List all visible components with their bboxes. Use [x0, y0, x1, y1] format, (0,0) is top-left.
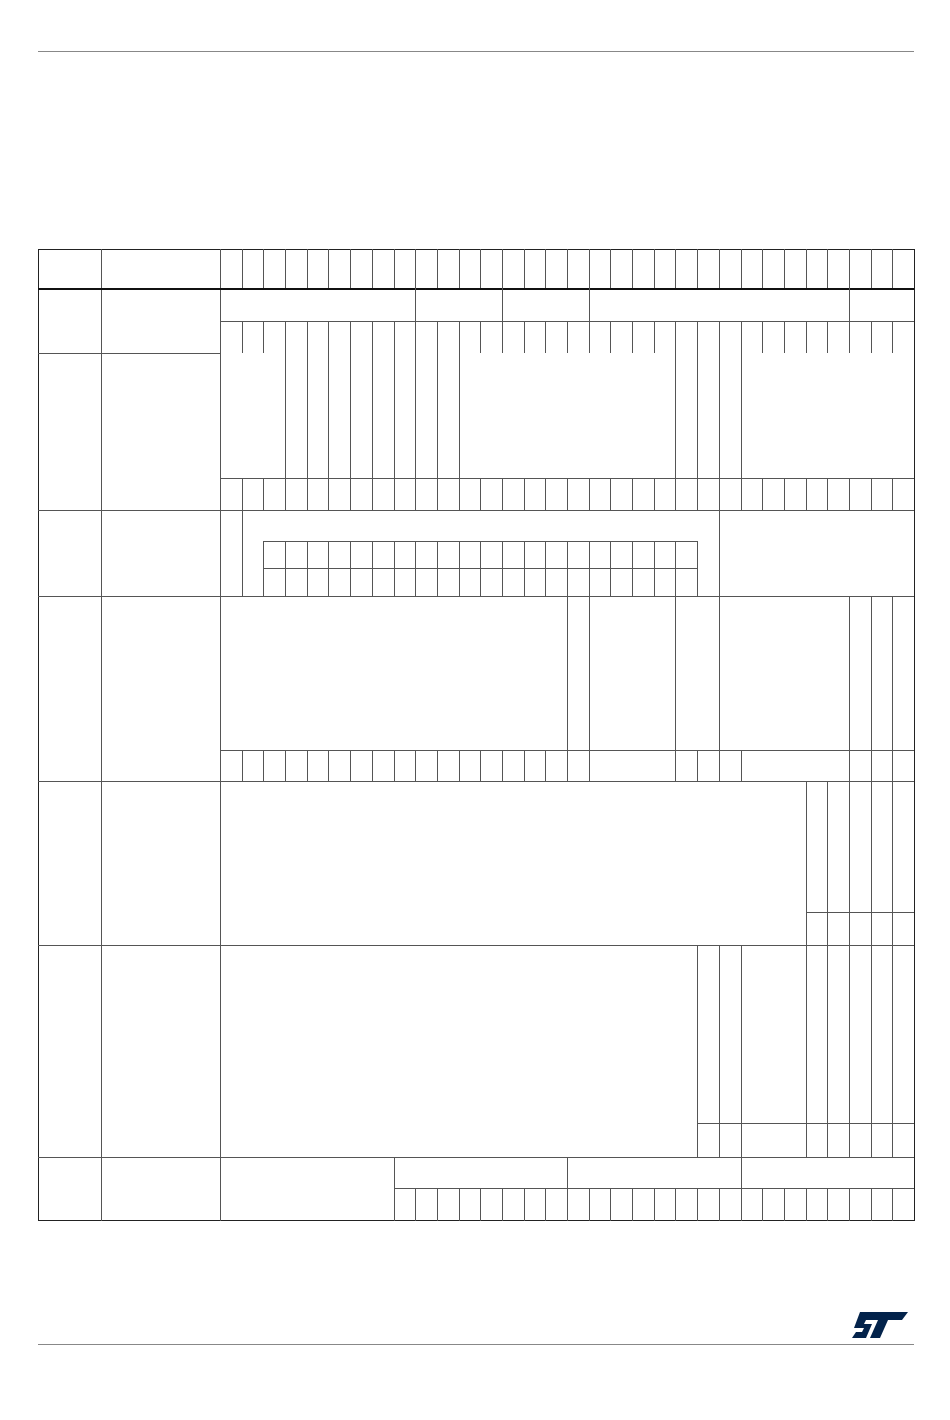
grid-line — [719, 596, 720, 781]
header-rule — [38, 51, 914, 52]
grid-line — [762, 321, 763, 353]
grid-line — [459, 353, 460, 510]
grid-line — [545, 541, 546, 596]
grid-line — [827, 945, 828, 1157]
grid-line — [762, 1188, 763, 1221]
grid-line — [741, 1188, 742, 1221]
grid-line — [220, 249, 221, 1221]
grid-line — [394, 249, 395, 288]
grid-line — [892, 781, 893, 945]
grid-line — [502, 1188, 503, 1221]
grid-line — [502, 249, 503, 288]
grid-line — [675, 321, 676, 353]
grid-line — [328, 478, 329, 510]
grid-line — [545, 249, 546, 288]
grid-line — [871, 478, 872, 510]
grid-line — [632, 321, 633, 353]
grid-line — [741, 249, 742, 288]
grid-line — [871, 1188, 872, 1221]
grid-line — [38, 353, 220, 354]
grid-line — [242, 750, 243, 781]
grid-line — [806, 945, 807, 1157]
grid-line — [502, 750, 503, 781]
grid-line — [372, 750, 373, 781]
grid-line — [328, 541, 329, 596]
grid-line — [675, 596, 676, 781]
grid-line — [741, 945, 742, 1157]
grid-line — [524, 478, 525, 510]
grid-line — [567, 541, 568, 596]
grid-line — [372, 249, 373, 288]
grid-line — [849, 321, 850, 353]
grid-line — [437, 750, 438, 781]
grid-line — [892, 1188, 893, 1221]
grid-line — [328, 750, 329, 781]
grid-line — [394, 541, 395, 596]
grid-line — [285, 750, 286, 781]
grid-line — [632, 249, 633, 288]
grid-line — [871, 596, 872, 781]
grid-line — [415, 249, 416, 288]
grid-line — [849, 288, 850, 321]
grid-line — [480, 321, 481, 353]
grid-line — [806, 912, 914, 913]
grid-line — [719, 249, 720, 288]
grid-line — [741, 321, 742, 353]
grid-line — [459, 750, 460, 781]
grid-line — [654, 249, 655, 288]
grid-line — [589, 1188, 590, 1221]
grid-line — [350, 478, 351, 510]
grid-line — [589, 249, 590, 288]
grid-line — [719, 321, 720, 353]
grid-line — [697, 750, 698, 781]
st-logo-mark — [852, 1312, 908, 1338]
grid-line — [545, 1188, 546, 1221]
grid-line — [567, 1188, 568, 1221]
grid-line — [480, 249, 481, 288]
grid-line — [38, 288, 914, 290]
grid-line — [697, 249, 698, 288]
grid-line — [849, 781, 850, 945]
grid-line — [849, 945, 850, 1157]
grid-line — [480, 1188, 481, 1221]
grid-line — [654, 478, 655, 510]
grid-line — [892, 596, 893, 781]
grid-line — [502, 478, 503, 510]
grid-line — [589, 596, 590, 781]
grid-line — [589, 478, 590, 510]
grid-line — [892, 478, 893, 510]
grid-line — [545, 321, 546, 353]
grid-line — [38, 945, 914, 946]
grid-line — [437, 321, 438, 353]
grid-line — [784, 478, 785, 510]
grid-line — [849, 478, 850, 510]
grid-line — [806, 249, 807, 288]
grid-line — [827, 249, 828, 288]
grid-line — [719, 1188, 720, 1221]
grid-line — [437, 1188, 438, 1221]
grid-line — [632, 1188, 633, 1221]
grid-line — [849, 1188, 850, 1221]
grid-line — [806, 321, 807, 353]
grid-line — [849, 249, 850, 288]
grid-line — [589, 321, 590, 353]
register-map-table — [38, 249, 915, 1221]
grid-line — [263, 321, 264, 353]
grid-line — [675, 478, 676, 510]
grid-line — [328, 321, 329, 353]
grid-line — [415, 541, 416, 596]
grid-line — [632, 541, 633, 596]
grid-line — [654, 321, 655, 353]
grid-line — [762, 478, 763, 510]
grid-line — [38, 781, 914, 782]
grid-line — [459, 249, 460, 288]
grid-line — [437, 249, 438, 288]
grid-line — [285, 478, 286, 510]
grid-line — [719, 510, 720, 596]
grid-line — [415, 321, 416, 353]
grid-line — [827, 781, 828, 945]
grid-line — [437, 478, 438, 510]
grid-line — [784, 1188, 785, 1221]
grid-line — [415, 750, 416, 781]
grid-line — [459, 541, 460, 596]
st-logo — [852, 1310, 908, 1340]
grid-line — [871, 321, 872, 353]
grid-line — [437, 541, 438, 596]
grid-line — [697, 478, 698, 510]
grid-line — [784, 249, 785, 288]
grid-line — [459, 321, 460, 353]
grid-line — [459, 1188, 460, 1221]
grid-line — [806, 781, 807, 945]
grid-line — [827, 1188, 828, 1221]
grid-line — [610, 249, 611, 288]
grid-line — [697, 541, 698, 596]
grid-line — [849, 596, 850, 781]
grid-line — [372, 541, 373, 596]
grid-line — [307, 249, 308, 288]
grid-line — [285, 541, 286, 596]
grid-line — [350, 750, 351, 781]
grid-line — [741, 750, 742, 781]
grid-line — [285, 321, 286, 353]
grid-line — [307, 541, 308, 596]
grid-line — [719, 353, 720, 510]
grid-line — [697, 945, 698, 1157]
grid-line — [480, 541, 481, 596]
grid-line — [610, 541, 611, 596]
grid-line — [242, 321, 243, 353]
grid-line — [675, 541, 676, 596]
grid-line — [762, 249, 763, 288]
grid-line — [394, 478, 395, 510]
grid-line — [263, 249, 264, 288]
grid-line — [871, 781, 872, 945]
grid-line — [480, 478, 481, 510]
grid-line — [307, 750, 308, 781]
grid-line — [784, 321, 785, 353]
grid-line — [285, 249, 286, 288]
grid-line — [719, 945, 720, 1157]
grid-line — [806, 478, 807, 510]
grid-line — [350, 541, 351, 596]
grid-line — [827, 478, 828, 510]
grid-line — [502, 288, 503, 321]
grid-line — [242, 249, 243, 288]
grid-line — [242, 510, 243, 596]
grid-line — [567, 596, 568, 781]
grid-line — [394, 321, 395, 353]
grid-line — [567, 321, 568, 353]
footer-rule — [38, 1344, 914, 1345]
grid-line — [741, 478, 742, 510]
grid-line — [697, 1188, 698, 1221]
grid-line — [307, 321, 308, 353]
grid-line — [415, 1188, 416, 1221]
grid-line — [502, 541, 503, 596]
grid-line — [589, 541, 590, 596]
grid-line — [372, 321, 373, 353]
grid-line — [675, 249, 676, 288]
grid-line — [372, 478, 373, 510]
grid-line — [827, 321, 828, 353]
grid-line — [545, 750, 546, 781]
grid-line — [415, 478, 416, 510]
grid-line — [328, 249, 329, 288]
grid-line — [632, 478, 633, 510]
grid-line — [263, 541, 264, 596]
grid-line — [38, 510, 914, 511]
grid-line — [524, 249, 525, 288]
grid-line — [545, 478, 546, 510]
grid-line — [610, 478, 611, 510]
grid-line — [394, 750, 395, 781]
grid-line — [307, 478, 308, 510]
grid-line — [502, 321, 503, 353]
grid-line — [654, 541, 655, 596]
grid-line — [806, 1188, 807, 1221]
grid-line — [892, 321, 893, 353]
grid-line — [38, 1157, 914, 1158]
grid-line — [589, 288, 590, 321]
grid-line — [394, 1188, 395, 1221]
grid-line — [697, 1123, 914, 1124]
grid-line — [871, 945, 872, 1157]
grid-line — [871, 249, 872, 288]
grid-line — [38, 596, 914, 597]
grid-line — [610, 1188, 611, 1221]
grid-line — [524, 541, 525, 596]
grid-line — [567, 249, 568, 288]
grid-line — [892, 249, 893, 288]
grid-line — [892, 945, 893, 1157]
grid-line — [220, 321, 221, 353]
grid-line — [480, 750, 481, 781]
grid-line — [101, 249, 102, 1221]
grid-line — [415, 288, 416, 321]
grid-line — [524, 750, 525, 781]
grid-line — [350, 249, 351, 288]
grid-line — [524, 1188, 525, 1221]
grid-line — [350, 321, 351, 353]
grid-line — [567, 478, 568, 510]
grid-line — [610, 321, 611, 353]
grid-line — [654, 1188, 655, 1221]
grid-line — [697, 321, 698, 353]
grid-line — [263, 750, 264, 781]
grid-line — [675, 1188, 676, 1221]
grid-line — [263, 478, 264, 510]
grid-line — [524, 321, 525, 353]
grid-line — [242, 478, 243, 510]
